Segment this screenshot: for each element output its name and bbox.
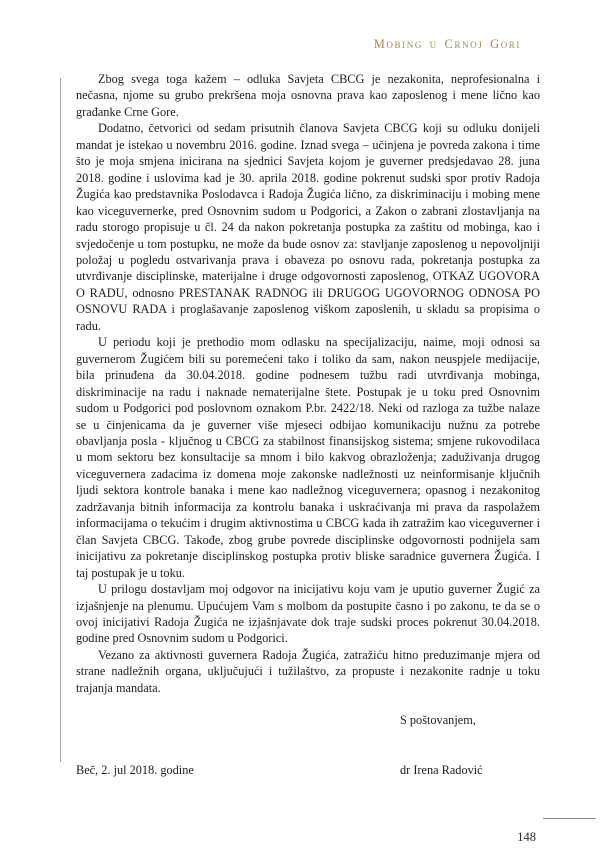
signature-name: dr Irena Radović [400, 762, 483, 777]
paragraph-5: Vezano za aktivnosti guvernera Radoja Žugića, zatražiću hitno preduzimanje mjera od strane nadležnih organa, uključujući i tužilaštvo, za propuste i nezakonite radnje u toku trajanja mandata. [76, 647, 540, 695]
running-header-title: Mobing u Crnoj Gori [373, 37, 521, 51]
folio-rule [543, 818, 596, 819]
paragraph-3: U periodu koji je prethodio mom odlasku na specijalizaciju, naime, moji odnosi sa guvernerom Žugićem bili su poremećeni tako i toliko da sam, nakon neuspjele medijacije, bila prinuđena da 30.04.2018. godine podnesem tužbu radi utvrđivanja mobinga, diskriminacije na radu i naknade nematerijalne štete. Postupak je u toku pred Osnovnim sudom u Podgorici pod poslovnom oznakom P.br. 2422/18. Neki od razloga za tužbe nalaze se u činjenicama da je guverner više mjeseci odbijao komunikaciju nužnu za potrebe obavljanja posla - ključnog u CBCG za stabilnost finansijskog sistema; smjene rukovodilaca u mom sektoru bez konsultacije sa mnom i bilo kakvog obrazloženja; zaduživanja drugog viceguvernera zadacima iz domena moje zakonske nadležnosti uz neinformisanje ključnih ljudi sektora kontrole banaka i mene kao nadležnog viceguvernera; opasnog i nezakonitog zadržavanja bitnih informacija za kontrolu banaka i uskraćivanja mi prava da raspolažem informacijama o tekućim i drugim aktivnostima u CBCG kada ih zatražim kao viceguverner i član Savjeta CBCG. Takođe, zbog grube povrede disciplinske odgovornosti podnijela sam inicijativu za pokretanje disciplinskog postupka protiv bliske saradnice guvernera Žugića. I taj postupak je u toku. [76, 335, 540, 580]
paragraph-4: U prilogu dostavljam moj odgovor na inicijativu koju vam je uputio guverner Žugić za izjašnjenje na plenumu. Upućujem Vam s molbom da postupite časno i po zakonu, te da se o ovoj inicijativi Radoja Žugića ne izjašnjavate dok traje sudski proces pokrenut 30.04.2018. godine pred Osnovnim sudom u Podgorici. [76, 582, 540, 646]
page-number: 148 [517, 830, 536, 844]
closing-salutation: S poštovanjem, [400, 713, 476, 728]
signature-row [76, 762, 540, 779]
place-and-date: Beč, 2. jul 2018. godine [76, 762, 194, 777]
paragraph-1: Zbog svega toga kažem – odluka Savjeta CBCG je nezakonita, neprofesionalna i nečasna, njome su grubo prekršena moja osnovna prava kao zaposlenog i mene lično kao građanke Crne Gore. [76, 72, 540, 119]
body-text [76, 71, 540, 779]
paragraph-2: Dodatno, četvorici od sedam prisutnih članova Savjeta CBCG koji su odluku donijeli mandat je istekao u novembru 2016. godine. Iznad svega – učinjena je povreda zakona i time što je moja smjena inicirana na sjednici Savjeta kojom je guverner predsjedavao 28. juna 2018. godine i uslovima kad je 30. aprila 2018. godine pokrenut sudski spor protiv Radoja Žugića kao predstavnika Poslodavca i Radoja Žugića lično, za diskriminaciju i mobing mene kao viceguvernerke, pred Osnovnim sudom u Podgorici, a Zakon o zabrani zlostavljanja na radu storogo propisuje u čl. 24 da nakon pokretanja postupka za zaštitu od mobinga, kao i svjedočenje u tom postupku, ne može da bude osnov za: stavljanje zaposlenog u nepovoljniji položaj u pogledu ostvarivanja prava i obaveza po osnovu rada, pokretanja postupka za utvrđivanje disciplinske, materijalne i druge odgovornosti zaposlenog, OTKAZ UGOVORA O RADU, odnosno PRESTANAK RADNOG ili DRUGOG UGOVORNOG ODNOSA PO OSNOVU RADA i proglašavanje zaposlenog viškom zaposlenih, u skladu sa propisima o radu. [76, 121, 540, 333]
left-margin-rule [60, 78, 61, 762]
